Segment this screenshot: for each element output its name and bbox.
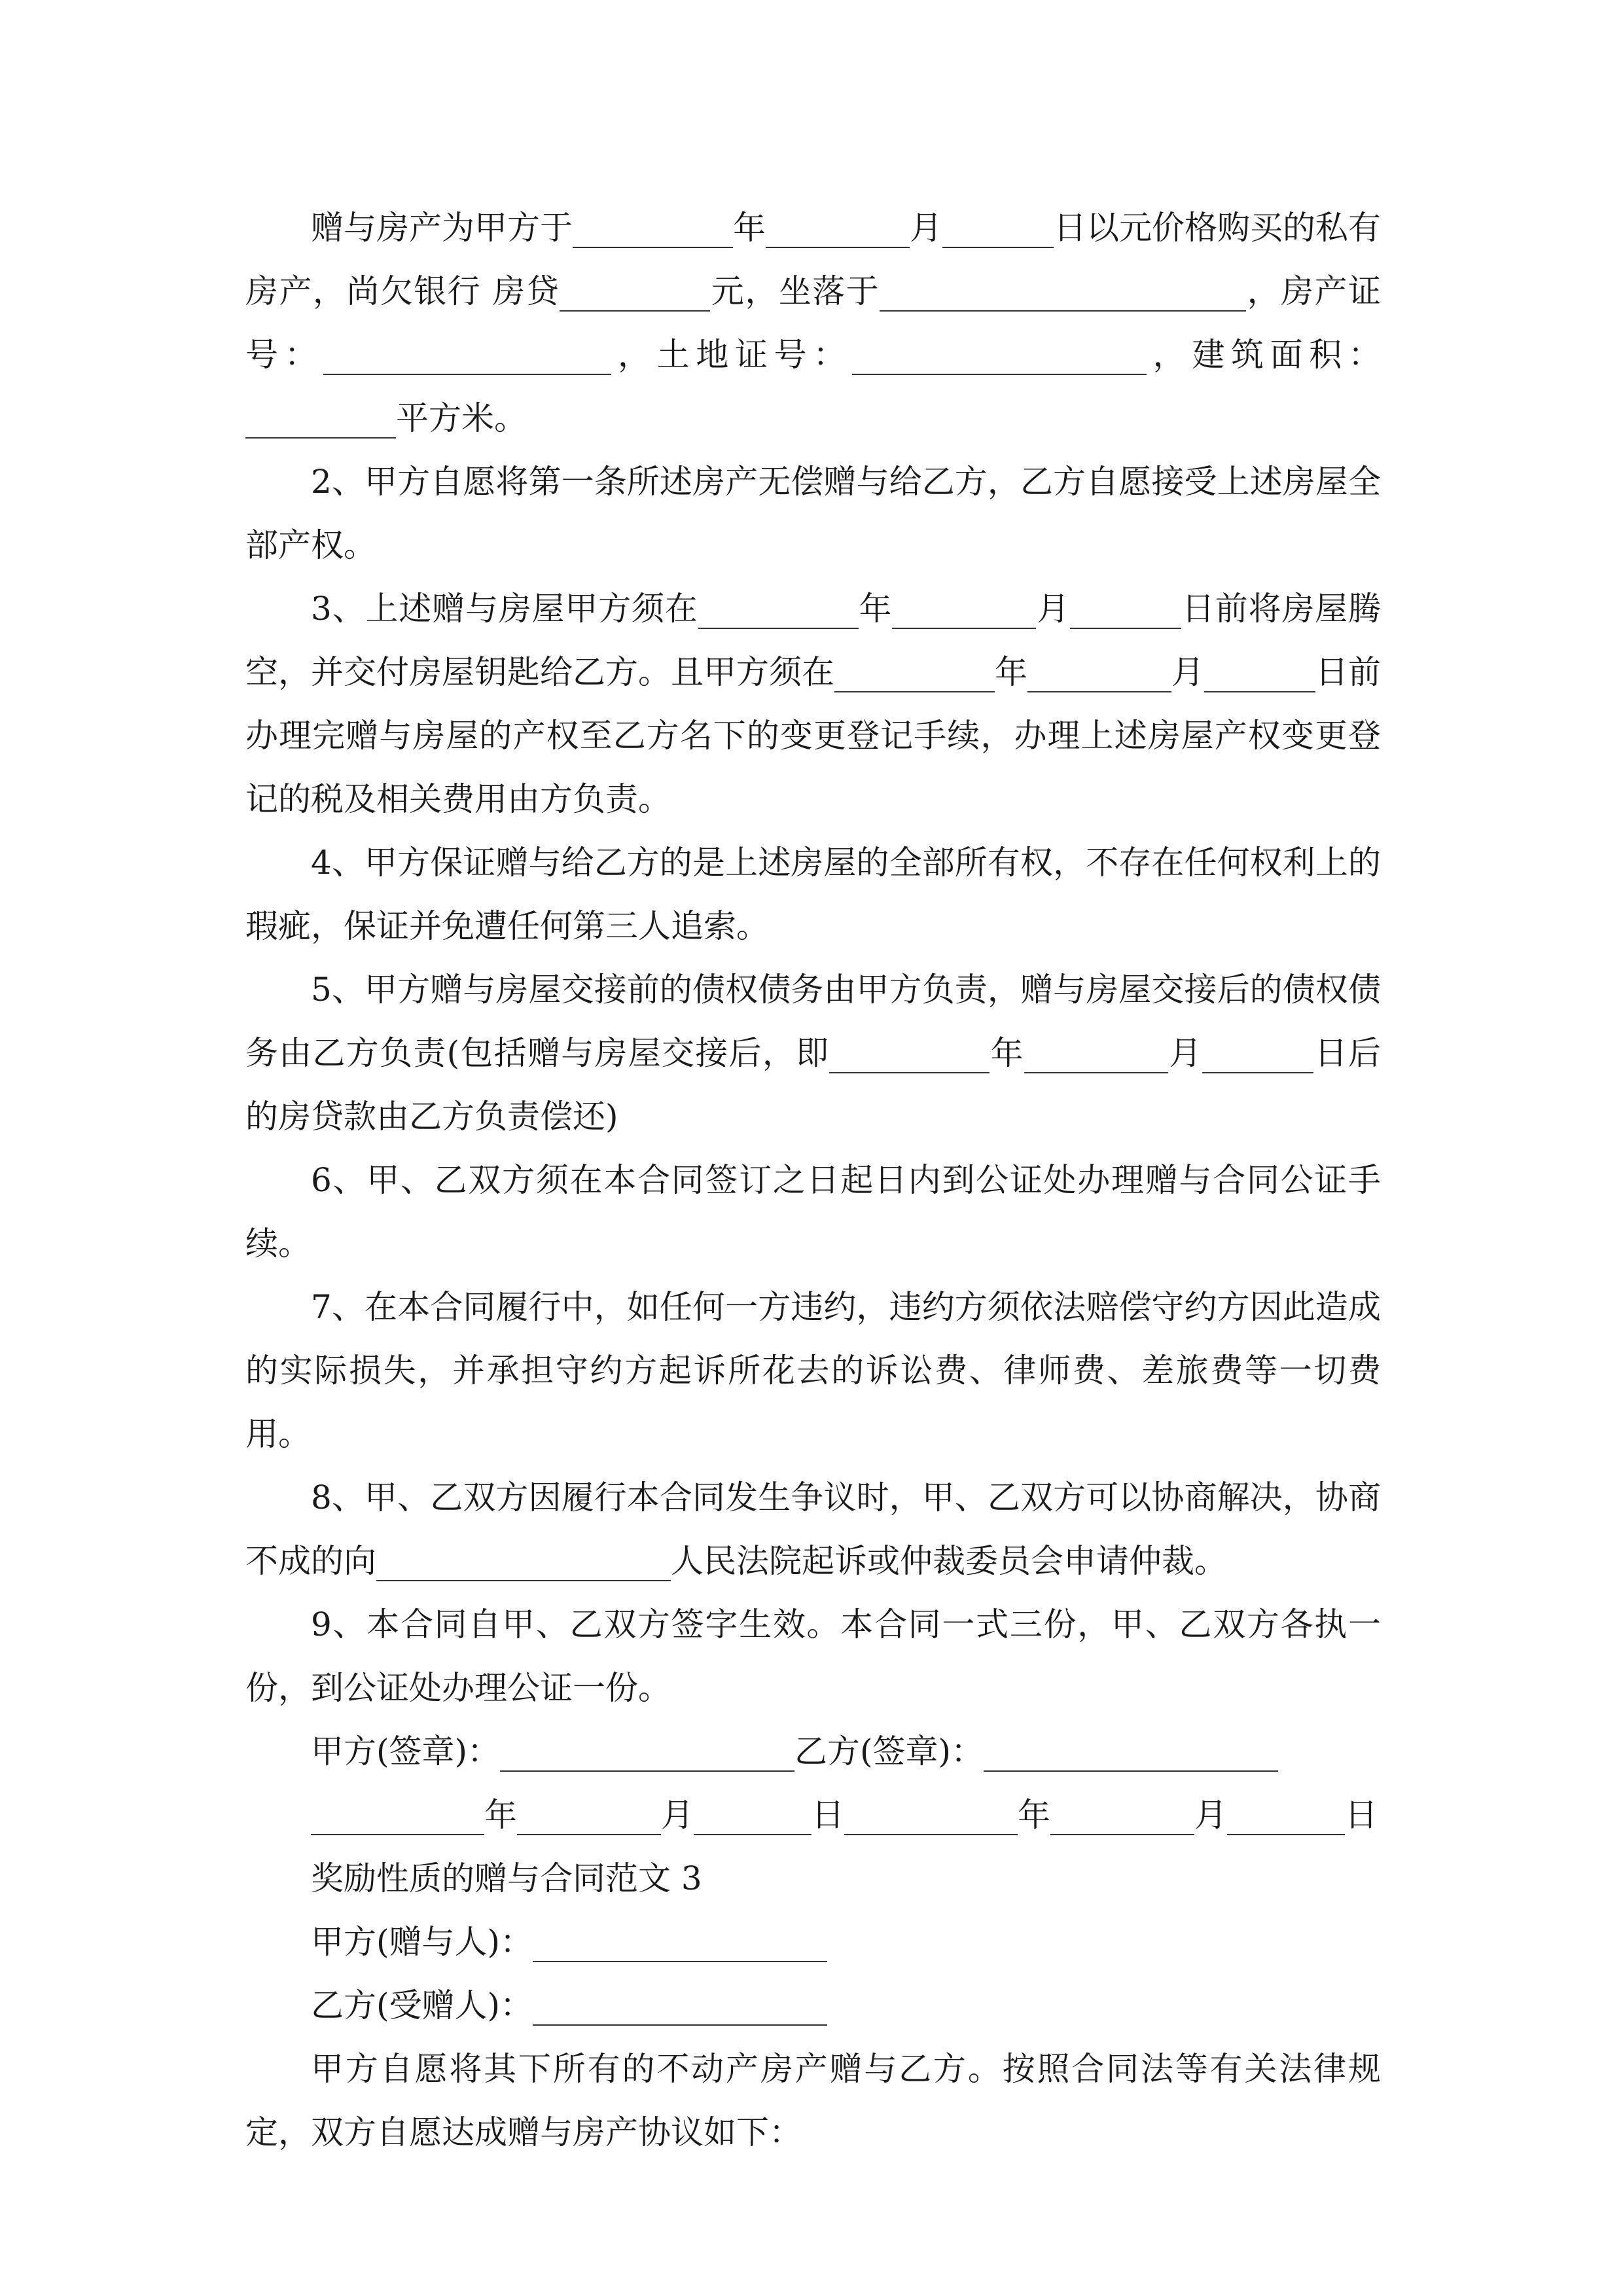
blank-loan-amount[interactable] xyxy=(560,274,710,312)
clause-2: 2、甲方自愿将第一条所述房产无偿赠与给乙方，乙方自愿接受上述房屋全部产权。 xyxy=(245,463,1381,564)
clause-4: 4、甲方保证赠与给乙方的是上述房屋的全部所有权，不存在任何权利上的瑕疵，保证并免遭任何第三人追索。 xyxy=(245,844,1381,945)
blank-vacate-month[interactable] xyxy=(892,592,1036,629)
intro-paragraph: 甲方自愿将其下所有的不动产房产赠与乙方。按照合同法等有关法律规定，双方自愿达成赠与房产协议如下： xyxy=(245,2050,1381,2151)
signature-date-line: 年 月 日 年 月 日 xyxy=(245,1784,1381,1847)
clause-9: 9、本合同自甲、乙双方签字生效。本合同一式三份，甲、乙双方各执一份，到公证处办理公证一份。 xyxy=(245,1605,1381,1707)
section-3-title: 奖励性质的赠与合同范文 3 xyxy=(311,1859,702,1897)
blank-party-a-signature[interactable] xyxy=(500,1734,794,1772)
blank-purchase-day[interactable] xyxy=(942,211,1054,248)
blank-vacate-day[interactable] xyxy=(1070,592,1181,629)
blank-sign-month-b[interactable] xyxy=(1050,1798,1194,1835)
blank-sign-year-b[interactable] xyxy=(844,1798,1018,1835)
blank-vacate-year[interactable] xyxy=(698,592,859,629)
blank-property-cert-no[interactable] xyxy=(323,338,611,375)
clause-3: 3、上述赠与房屋甲方须在 年 月 日前将房屋腾空，并交付房屋钥匙给乙方。且甲方须在 年 月 日前办理完赠与房屋的产权至乙方名下的变更登记手续，办理上述房屋产权变更登记的税及相关费用由方负责。 xyxy=(245,590,1382,818)
contract-page xyxy=(245,196,1381,2164)
blank-handover-month[interactable] xyxy=(1024,1036,1168,1073)
blank-land-cert-no[interactable] xyxy=(852,338,1147,375)
clause-7: 7、在本合同履行中，如任何一方违约，违约方须依法赔偿守约方因此造成的实际损失，并承担守约方起诉所花去的诉讼费、律师费、差旅费等一切费用。 xyxy=(245,1288,1381,1453)
blank-purchase-year[interactable] xyxy=(573,211,733,248)
blank-sign-day-a[interactable] xyxy=(694,1798,812,1835)
clause-6: 6、甲、乙双方须在本合同签订之日起日内到公证处办理赠与合同公证手续。 xyxy=(245,1161,1381,1263)
signature-line: 甲方(签章)： 乙方(签章)： xyxy=(245,1720,1381,1784)
blank-handover-year[interactable] xyxy=(829,1036,990,1073)
blank-court-name[interactable] xyxy=(376,1544,671,1581)
blank-donor[interactable] xyxy=(533,1925,827,1962)
clause-5: 5、甲方赠与房屋交接前的债权债务由甲方负责，赠与房屋交接后的债权债务由乙方负责(包括赠与房屋交接后，即 年 月 日后的房贷款由乙方负责偿还) xyxy=(245,971,1382,1136)
clause-8: 8、甲、乙双方因履行本合同发生争议时，甲、乙双方可以协商解决，协商不成的向 人民法院起诉或仲裁委员会申请仲裁。 xyxy=(245,1479,1381,1580)
donee-line: 乙方(受赠人)： xyxy=(245,1974,1381,2037)
clause-1-property-description: 赠与房产为甲方于 年 月 日以元价格购买的私有房产，尚欠银行 房贷 元，坐落于 ，房产证号： ，土地证号： ，建筑面积：平方米。 xyxy=(245,209,1382,437)
blank-sign-month-a[interactable] xyxy=(517,1798,661,1835)
blank-handover-day[interactable] xyxy=(1202,1036,1313,1073)
blank-transfer-month[interactable] xyxy=(1027,655,1171,692)
blank-transfer-year[interactable] xyxy=(834,655,995,692)
blank-party-b-signature[interactable] xyxy=(984,1734,1278,1772)
blank-location[interactable] xyxy=(880,274,1246,312)
blank-donee[interactable] xyxy=(533,1988,827,2026)
blank-sign-day-b[interactable] xyxy=(1227,1798,1345,1835)
blank-floor-area[interactable] xyxy=(245,401,396,439)
blank-transfer-day[interactable] xyxy=(1204,655,1315,692)
blank-sign-year-a[interactable] xyxy=(311,1798,484,1835)
blank-purchase-month[interactable] xyxy=(766,211,910,248)
donor-line: 甲方(赠与人)： xyxy=(245,1910,1381,1974)
